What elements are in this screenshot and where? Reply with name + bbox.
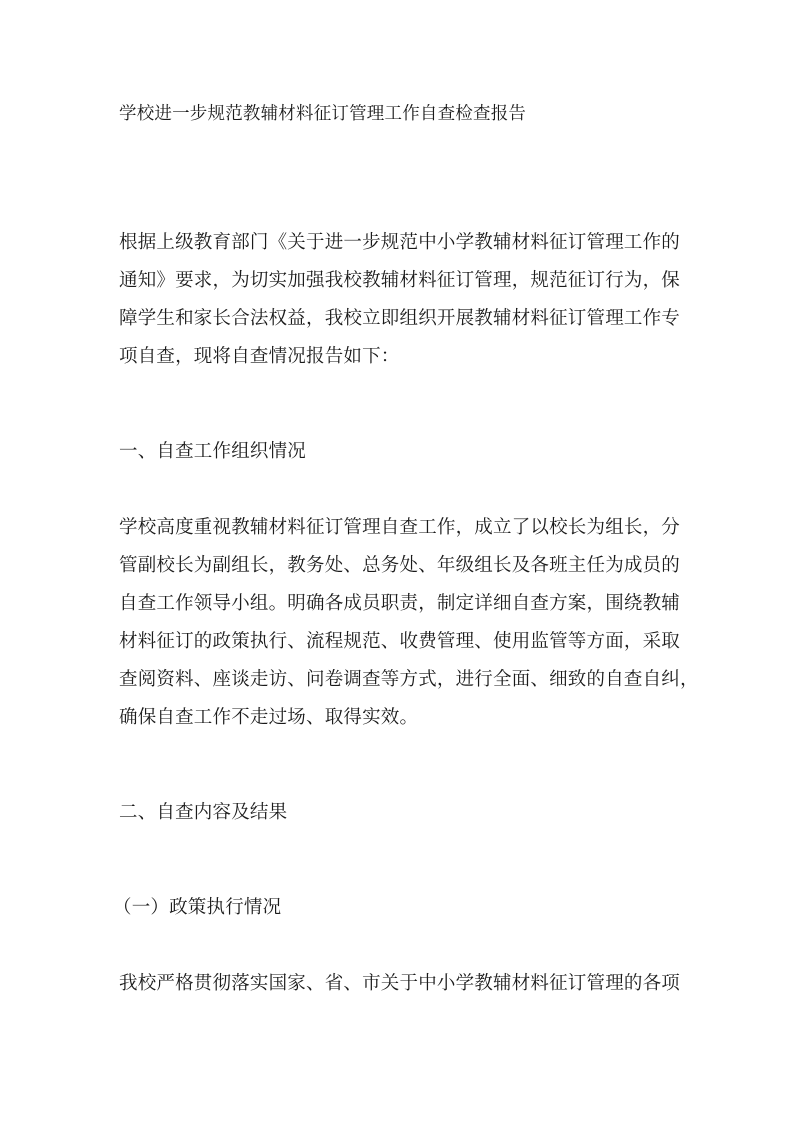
intro-line-3: 障学生和家长合法权益，我校立即组织开展教辅材料征订管理工作专: [119, 308, 681, 329]
section-1-line-6: 确保自查工作不走过场、取得实效。: [119, 707, 419, 728]
intro-line-1: 根据上级教育部门《关于进一步规范中小学教辅材料征订管理工作的: [119, 232, 681, 253]
intro-line-4: 项自查，现将自查情况报告如下：: [119, 346, 400, 367]
section-1-line-3: 自查工作领导小组。明确各成员职责，制定详细自查方案，围绕教辅: [119, 593, 681, 614]
section-1-heading: 一、自查工作组织情况: [119, 441, 307, 462]
intro-line-2: 通知》要求，为切实加强我校教辅材料征订管理，规范征订行为，保: [119, 270, 681, 291]
section-1-line-5: 查阅资料、座谈走访、问卷调查等方式，进行全面、细致的自查自纠，: [119, 669, 699, 690]
section-1-line-2: 管副校长为副组长，教务处、总务处、年级组长及各班主任为成员的: [119, 555, 681, 576]
subsection-1-line-1: 我校严格贯彻落实国家、省、市关于中小学教辅材料征订管理的各项: [119, 973, 681, 994]
section-1-line-1: 学校高度重视教辅材料征订管理自查工作，成立了以校长为组长，分: [119, 517, 681, 538]
subsection-1-heading: （一）政策执行情况: [113, 897, 282, 918]
section-2-heading: 二、自查内容及结果: [119, 802, 288, 823]
section-1-line-4: 材料征订的政策执行、流程规范、收费管理、使用监管等方面，采取: [119, 631, 681, 652]
document-title: 学校进一步规范教辅材料征订管理工作自查检查报告: [119, 104, 527, 124]
